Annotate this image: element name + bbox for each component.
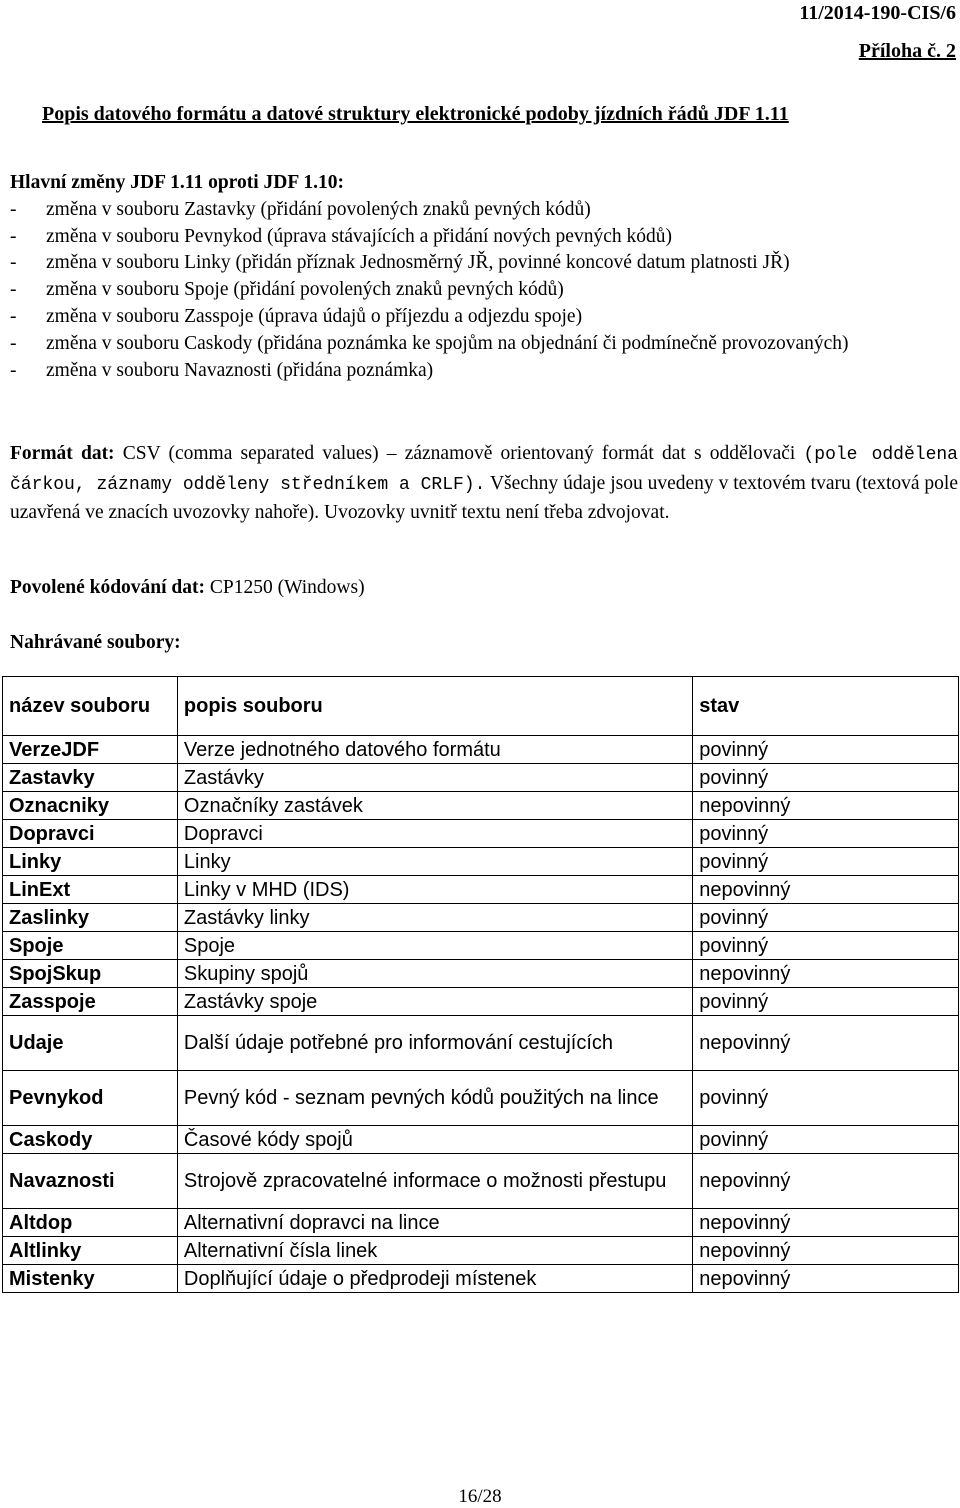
file-description-cell: Označníky zastávek (177, 792, 692, 820)
format-text-3: Všechny údaje jsou uvedeny v textovém tvaru (textová pole uzavřená ve znacích uvozovky nahoře). Uvozovky uvnitř textu není třeba zdvojovat. (10, 472, 959, 523)
document-reference: 11/2014-190-CIS/6 (799, 2, 956, 24)
change-item-text: změna v souboru Navaznosti (přidána poznámka) (46, 359, 434, 381)
file-description-cell: Skupiny spojů (177, 960, 692, 988)
file-status-cell: povinný (693, 932, 959, 960)
file-status-cell: povinný (693, 904, 959, 932)
table-row (3, 1209, 959, 1237)
file-description-cell: Spoje (177, 932, 692, 960)
change-item-text: změna v souboru Zasspoje (úprava údajů o příjezdu a odjezdu spoje) (46, 305, 583, 327)
annex-label: Příloha č. 2 (858, 40, 956, 62)
table-row (3, 1154, 959, 1209)
file-status-cell: nepovinný (693, 1209, 959, 1237)
file-description-cell: Strojově zpracovatelné informace o možnosti přestupu (177, 1154, 692, 1209)
list-dash: - (10, 279, 17, 301)
changes-heading: Hlavní změny JDF 1.11 oproti JDF 1.10: (10, 172, 345, 193)
changes-section (10, 170, 960, 384)
file-description-cell: Doplňující údaje o předprodeji místenek (177, 1265, 692, 1293)
file-name-cell: Spoje (3, 932, 178, 960)
file-description-cell: Další údaje potřebné pro informování cestujících (177, 1016, 692, 1071)
table-row (3, 960, 959, 988)
file-name-cell: Pevnykod (3, 1071, 178, 1126)
table-row (3, 848, 959, 876)
column-header-name: název souboru (3, 677, 178, 736)
file-name-cell: Zastavky (3, 764, 178, 792)
uploaded-files-heading: Nahrávané soubory: (10, 632, 181, 653)
file-status-cell: nepovinný (693, 876, 959, 904)
table-row (3, 736, 959, 764)
file-status-cell: nepovinný (693, 1265, 959, 1293)
change-item-text: změna v souboru Pevnykod (úprava stávajících a přidání nových pevných kódů) (46, 225, 672, 247)
table-row (3, 764, 959, 792)
file-status-cell: povinný (693, 764, 959, 792)
file-description-cell: Zastávky linky (177, 904, 692, 932)
format-text-1: CSV (comma separated values) – záznamově orientovaný formát dat s oddělovači (114, 443, 804, 464)
change-item (10, 250, 960, 277)
list-dash: - (10, 359, 17, 381)
changes-list (10, 197, 960, 385)
file-status-cell: nepovinný (693, 792, 959, 820)
table-row (3, 1016, 959, 1071)
file-name-cell: SpojSkup (3, 960, 178, 988)
file-name-cell: Zasspoje (3, 988, 178, 1016)
encoding-value: CP1250 (Windows) (205, 577, 365, 598)
file-name-cell: VerzeJDF (3, 736, 178, 764)
file-name-cell: Udaje (3, 1016, 178, 1071)
table-row (3, 988, 959, 1016)
table-row (3, 932, 959, 960)
list-dash: - (10, 198, 17, 220)
list-dash: - (10, 332, 17, 354)
file-description-cell: Dopravci (177, 820, 692, 848)
change-item-text: změna v souboru Spoje (přidání povolených znaků pevných kódů) (46, 279, 564, 301)
table-header-row (3, 677, 959, 736)
file-description-cell: Pevný kód - seznam pevných kódů použitých na lince (177, 1071, 692, 1126)
file-name-cell: Dopravci (3, 820, 178, 848)
file-name-cell: Navaznosti (3, 1154, 178, 1209)
format-label: Formát dat: (10, 443, 115, 464)
file-status-cell: povinný (693, 848, 959, 876)
file-description-cell: Linky (177, 848, 692, 876)
page-number: 16/28 (458, 1486, 502, 1507)
file-description-cell: Linky v MHD (IDS) (177, 876, 692, 904)
file-status-cell: povinný (693, 736, 959, 764)
file-name-cell: Mistenky (3, 1265, 178, 1293)
file-description-cell: Verze jednotného datového formátu (177, 736, 692, 764)
file-name-cell: LinExt (3, 876, 178, 904)
file-status-cell: nepovinný (693, 1237, 959, 1265)
change-item (10, 358, 960, 385)
change-item-text: změna v souboru Zastavky (přidání povolených znaků pevných kódů) (46, 198, 591, 220)
list-dash: - (10, 305, 17, 327)
file-name-cell: Oznacniky (3, 792, 178, 820)
file-name-cell: Altdop (3, 1209, 178, 1237)
file-description-cell: Zastávky spoje (177, 988, 692, 1016)
file-status-cell: povinný (693, 988, 959, 1016)
change-item-text: změna v souboru Caskody (přidána poznámka ke spojům na objednání či podmínečně provozovaných) (46, 332, 849, 354)
change-item (10, 224, 960, 251)
file-description-cell: Zastávky (177, 764, 692, 792)
file-status-cell: povinný (693, 1126, 959, 1154)
column-header-status: stav (693, 677, 959, 736)
change-item (10, 277, 960, 304)
table-row (3, 820, 959, 848)
file-status-cell: nepovinný (693, 960, 959, 988)
file-description-cell: Časové kódy spojů (177, 1126, 692, 1154)
table-row (3, 1265, 959, 1293)
change-item (10, 197, 960, 224)
change-item (10, 304, 960, 331)
table-row (3, 904, 959, 932)
format-paragraph (10, 440, 958, 527)
table-row (3, 1237, 959, 1265)
file-name-cell: Zaslinky (3, 904, 178, 932)
file-status-cell: nepovinný (693, 1016, 959, 1071)
list-dash: - (10, 252, 17, 274)
encoding-line (10, 577, 365, 599)
file-name-cell: Linky (3, 848, 178, 876)
files-table (2, 676, 959, 1293)
document-title: Popis datového formátu a datové struktury elektronické podoby jízdních řádů JDF 1.11 (42, 103, 789, 125)
file-description-cell: Alternativní čísla linek (177, 1237, 692, 1265)
table-row (3, 1126, 959, 1154)
column-header-description: popis souboru (177, 677, 692, 736)
table-row (3, 792, 959, 820)
encoding-label: Povolené kódování dat: (10, 577, 206, 598)
change-item-text: změna v souboru Linky (přidán příznak Jednosměrný JŘ, povinné koncové datum platnosti JŘ) (46, 252, 790, 274)
file-status-cell: nepovinný (693, 1154, 959, 1209)
file-status-cell: povinný (693, 820, 959, 848)
format-text-2: (pole oddělena čárkou, záznamy odděleny středníkem a CRLF). (10, 445, 958, 495)
change-item (10, 331, 960, 358)
table-row (3, 876, 959, 904)
file-description-cell: Alternativní dopravci na lince (177, 1209, 692, 1237)
list-dash: - (10, 225, 17, 247)
table-row (3, 1071, 959, 1126)
file-name-cell: Altlinky (3, 1237, 178, 1265)
file-status-cell: povinný (693, 1071, 959, 1126)
file-name-cell: Caskody (3, 1126, 178, 1154)
